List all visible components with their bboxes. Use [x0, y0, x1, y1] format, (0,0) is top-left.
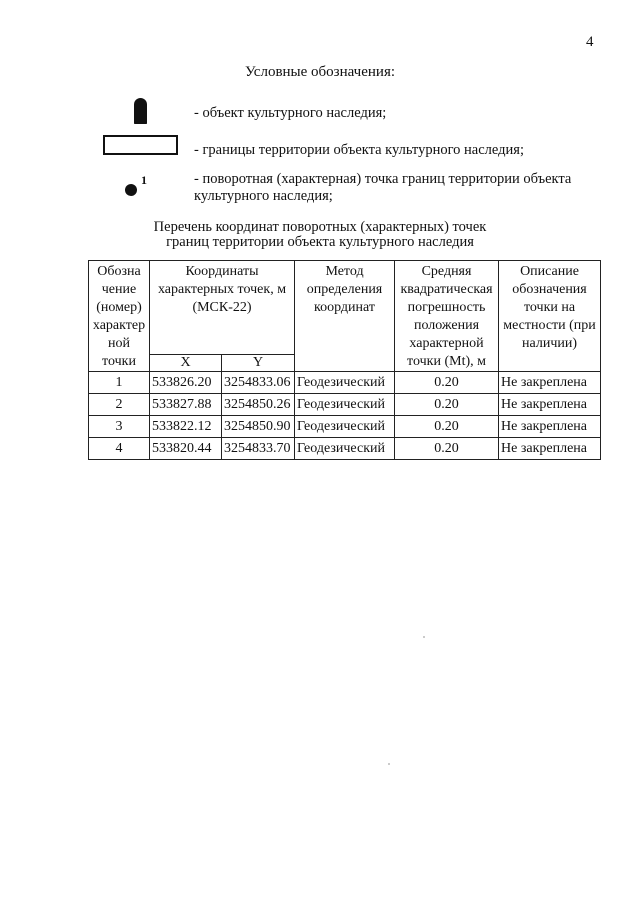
boundary-rectangle-icon	[103, 135, 178, 155]
scan-speck	[423, 636, 425, 638]
header-coordinates: Координаты характерных точек, м (МСК-22)	[150, 261, 295, 355]
table-row	[89, 416, 601, 438]
cell-y: 3254850.26	[222, 394, 295, 416]
cell-error: 0.20	[395, 438, 499, 460]
header-error: Средняя квадратическая погрешность положения характерной точки (Mt), м	[395, 261, 499, 372]
cell-number: 1	[89, 372, 150, 394]
cell-description: Не закреплена	[499, 372, 601, 394]
cell-x: 533827.88	[150, 394, 222, 416]
monument-icon	[134, 98, 147, 124]
scan-speck	[388, 763, 390, 765]
cell-method: Геодезический	[295, 394, 395, 416]
cell-number: 4	[89, 438, 150, 460]
cell-x: 533820.44	[150, 438, 222, 460]
cell-method: Геодезический	[295, 372, 395, 394]
header-x: X	[150, 355, 222, 372]
cell-number: 3	[89, 416, 150, 438]
cell-error: 0.20	[395, 394, 499, 416]
cell-y: 3254833.06	[222, 372, 295, 394]
table-title-line2: границ территории объекта культурного наследия	[166, 234, 474, 250]
cell-error: 0.20	[395, 416, 499, 438]
header-number: Обозна чение (номер) характер ной точки	[89, 261, 150, 372]
header-y: Y	[222, 355, 295, 372]
legend-text-turning-point: - поворотная (характерная) точка границ территории объекта культурного наследия;	[194, 171, 572, 204]
turning-point-label: 1	[141, 173, 147, 187]
coordinates-table	[88, 260, 601, 460]
cell-description: Не закреплена	[499, 416, 601, 438]
legend-text-monument: - объект культурного наследия;	[194, 105, 387, 121]
table-row	[89, 438, 601, 460]
header-description: Описание обозначения точки на местности (при наличии)	[499, 261, 601, 372]
table-title	[0, 220, 640, 250]
page-number: 4	[586, 34, 594, 50]
cell-x: 533826.20	[150, 372, 222, 394]
table-row	[89, 394, 601, 416]
table-title-line1: Перечень координат поворотных (характерных) точек	[153, 219, 487, 235]
cell-x: 533822.12	[150, 416, 222, 438]
cell-method: Геодезический	[295, 416, 395, 438]
cell-method: Геодезический	[295, 438, 395, 460]
cell-y: 3254850.90	[222, 416, 295, 438]
table-row	[89, 372, 601, 394]
header-method: Метод определения координат	[295, 261, 395, 372]
cell-error: 0.20	[395, 372, 499, 394]
legend-text-boundary: - границы территории объекта культурного наследия;	[194, 142, 524, 158]
cell-y: 3254833.70	[222, 438, 295, 460]
cell-number: 2	[89, 394, 150, 416]
legend-title: Условные обозначения:	[244, 64, 396, 80]
turning-point-icon	[125, 184, 137, 196]
cell-description: Не закреплена	[499, 394, 601, 416]
cell-description: Не закреплена	[499, 438, 601, 460]
